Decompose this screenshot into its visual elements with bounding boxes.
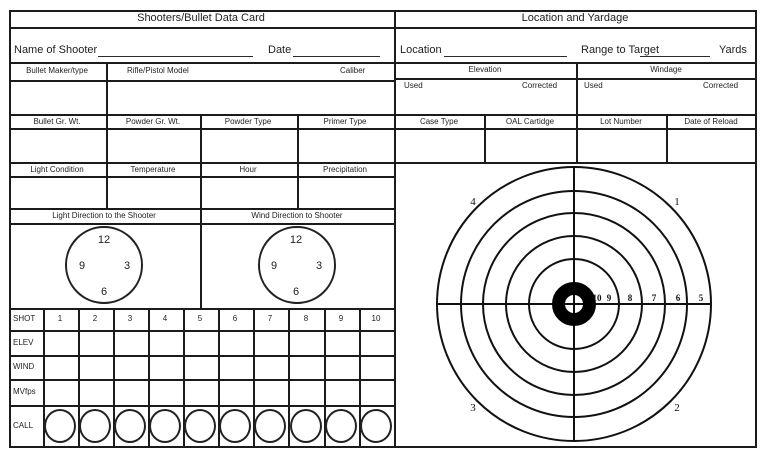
range-to-target-label: Range to Target bbox=[581, 44, 660, 56]
location-field[interactable] bbox=[444, 56, 567, 57]
rifle-pistol-model-label: Rifle/Pistol Model bbox=[127, 66, 189, 75]
call-circle-3[interactable] bbox=[114, 409, 146, 443]
powder-type-input-cell[interactable] bbox=[202, 130, 295, 160]
elevation-input-cell[interactable] bbox=[396, 92, 574, 112]
grid-line bbox=[9, 405, 396, 407]
windage-input-cell[interactable] bbox=[578, 92, 755, 112]
grid-line bbox=[9, 62, 757, 64]
quadrant-number-1: 1 bbox=[674, 196, 680, 208]
clock-number-12: 12 bbox=[97, 234, 111, 246]
left-panel-title: Shooters/Bullet Data Card bbox=[137, 12, 265, 24]
precipitation-input-cell[interactable] bbox=[299, 178, 392, 206]
precipitation-label: Precipitation bbox=[322, 165, 368, 174]
windage-corrected-label: Corrected bbox=[703, 81, 739, 90]
powder-gr-wt-label: Powder Gr. Wt. bbox=[125, 117, 181, 126]
powder-gr-wt-input-cell[interactable] bbox=[108, 130, 198, 160]
windage-title: Windage bbox=[650, 65, 682, 74]
call-circle-6[interactable] bbox=[219, 409, 251, 443]
date-field[interactable] bbox=[293, 56, 380, 57]
ring-number-7: 7 bbox=[651, 293, 657, 303]
shot-number: 3 bbox=[127, 314, 133, 323]
light-condition-label: Light Condition bbox=[30, 165, 84, 174]
bullet-maker-label: Bullet Maker/type bbox=[26, 66, 88, 75]
oal-cartridge-label: OAL Cartidge bbox=[505, 117, 555, 126]
temperature-label: Temperature bbox=[130, 165, 176, 174]
clock-number-3: 3 bbox=[315, 260, 323, 272]
clock-number-6: 6 bbox=[292, 286, 300, 298]
quadrant-number-4: 4 bbox=[470, 196, 476, 208]
call-row-label: CALL bbox=[13, 421, 34, 430]
date-of-reload-input-cell[interactable] bbox=[668, 130, 755, 160]
shot-number: 2 bbox=[92, 314, 98, 323]
clock-number-6: 6 bbox=[100, 286, 108, 298]
call-circle-7[interactable] bbox=[254, 409, 286, 443]
bullseye-target[interactable] bbox=[396, 164, 755, 446]
ring-number-9: 9 bbox=[606, 293, 612, 303]
shot-number: 4 bbox=[162, 314, 168, 323]
location-label: Location bbox=[400, 44, 442, 56]
shot-number: 7 bbox=[267, 314, 273, 323]
clock-number-3: 3 bbox=[123, 260, 131, 272]
shot-number: 1 bbox=[57, 314, 63, 323]
elevation-title: Elevation bbox=[468, 65, 502, 74]
powder-type-label: Powder Type bbox=[224, 117, 272, 126]
clock-number-9: 9 bbox=[270, 260, 278, 272]
elevation-corrected-label: Corrected bbox=[522, 81, 558, 90]
shot-number: 8 bbox=[303, 314, 309, 323]
wind-row-label: WIND bbox=[13, 362, 35, 371]
hour-label: Hour bbox=[239, 165, 257, 174]
lot-number-input-cell[interactable] bbox=[578, 130, 664, 160]
shot-number: 10 bbox=[371, 314, 381, 323]
elevation-used-label: Used bbox=[404, 81, 423, 90]
call-circle-8[interactable] bbox=[290, 409, 322, 443]
call-circle-2[interactable] bbox=[79, 409, 111, 443]
ring-number-8: 8 bbox=[627, 293, 633, 303]
case-type-label: Case Type bbox=[419, 117, 459, 126]
grid-line bbox=[9, 223, 396, 225]
shot-row-label: SHOT bbox=[13, 314, 36, 323]
light-condition-input-cell[interactable] bbox=[11, 178, 104, 206]
call-circle-4[interactable] bbox=[149, 409, 181, 443]
call-circle-1[interactable] bbox=[44, 409, 76, 443]
primer-type-input-cell[interactable] bbox=[299, 130, 392, 160]
hour-input-cell[interactable] bbox=[202, 178, 295, 206]
elev-row-label: ELEV bbox=[13, 338, 34, 347]
clock-number-9: 9 bbox=[78, 260, 86, 272]
rifle-model-input-cell[interactable] bbox=[108, 82, 392, 112]
mvfps-row-label: MVfps bbox=[13, 387, 36, 396]
shot-number: 9 bbox=[338, 314, 344, 323]
caliber-label: Caliber bbox=[340, 66, 366, 75]
grid-line bbox=[9, 208, 396, 210]
bullet-gr-wt-label: Bullet Gr. Wt. bbox=[33, 117, 81, 126]
bullet-gr-wt-input-cell[interactable] bbox=[11, 130, 104, 160]
case-type-input-cell[interactable] bbox=[396, 130, 482, 160]
grid-line bbox=[9, 114, 757, 116]
date-label: Date bbox=[268, 44, 292, 56]
ring-number-5: 5 bbox=[698, 293, 704, 303]
call-circle-10[interactable] bbox=[360, 409, 392, 443]
quadrant-number-2: 2 bbox=[674, 402, 680, 414]
primer-type-label: Primer Type bbox=[323, 117, 367, 126]
name-of-shooter-label: Name of Shooter bbox=[14, 44, 98, 56]
call-circle-9[interactable] bbox=[325, 409, 357, 443]
range-to-target-field[interactable] bbox=[640, 56, 710, 57]
wind-direction-title: Wind Direction to Shooter bbox=[251, 211, 343, 220]
clock-number-12: 12 bbox=[289, 234, 303, 246]
bullet-maker-input-cell[interactable] bbox=[11, 82, 104, 112]
grid-line bbox=[9, 27, 757, 29]
ring-number-10: 10 bbox=[592, 293, 602, 303]
date-of-reload-label: Date of Reload bbox=[684, 117, 738, 126]
shot-number: 6 bbox=[232, 314, 238, 323]
yards-label: Yards bbox=[719, 44, 747, 56]
light-direction-title: Light Direction to the Shooter bbox=[52, 211, 156, 220]
right-panel-title: Location and Yardage bbox=[521, 12, 629, 24]
quadrant-number-3: 3 bbox=[470, 402, 476, 414]
name-of-shooter-field[interactable] bbox=[98, 56, 253, 57]
lot-number-label: Lot Number bbox=[600, 117, 642, 126]
oal-cartridge-input-cell[interactable] bbox=[486, 130, 574, 160]
grid-line bbox=[9, 308, 396, 310]
shot-grid[interactable] bbox=[43, 330, 394, 405]
call-circle-5[interactable] bbox=[184, 409, 216, 443]
temperature-input-cell[interactable] bbox=[108, 178, 198, 206]
windage-used-label: Used bbox=[584, 81, 603, 90]
ring-number-6: 6 bbox=[675, 293, 681, 303]
shot-number: 5 bbox=[197, 314, 203, 323]
